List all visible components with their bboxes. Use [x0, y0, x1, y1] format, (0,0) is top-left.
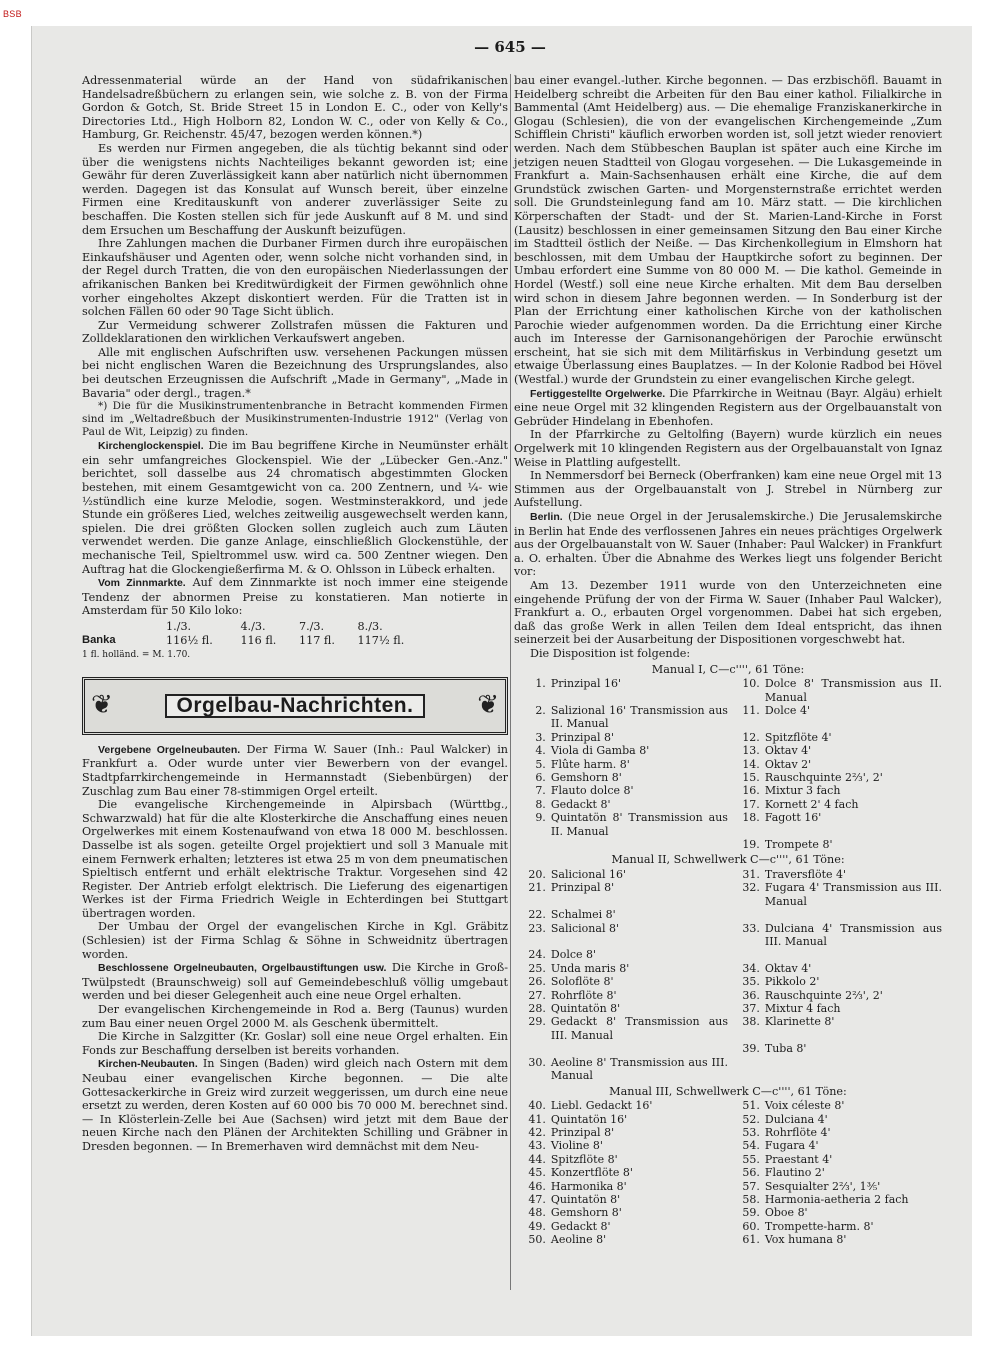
manual-1-title: Manual I, C—c'''', 61 Töne:	[651, 662, 805, 676]
stop-number: 55.	[742, 1152, 760, 1166]
ornament-left-icon: ❦	[91, 689, 113, 720]
stop-number: 53.	[742, 1125, 760, 1139]
runin-heading: Kirchenglockenspiel.	[98, 440, 204, 453]
stop-number: 51.	[742, 1099, 760, 1113]
stop-number: 44.	[528, 1152, 546, 1166]
stop-number: 29.	[528, 1015, 546, 1029]
stop-name: Dolce 8'	[550, 948, 597, 962]
paragraph	[514, 74, 942, 387]
price-date: 4./3.	[240, 619, 266, 633]
left-paragraphs	[82, 74, 508, 400]
stop-number	[728, 1056, 765, 1083]
stop-name	[765, 948, 942, 961]
stop-number: 11.	[742, 703, 760, 717]
stop-row	[514, 1193, 942, 1206]
paragraph-text: (Die neue Orgel in der Jerusalemskirche.) Die Jerusalemskirche in Berlin hat Ende des verflossenen Jahres ein neues prächtiges Orgelwerk aus der Orgelbauanstalt von W. Sauer (Inhaber: Paul Walcker) in Frankfurt a. O. erhalten. Über die Abnahme des Werkes liegt uns folgender Bericht vor:	[514, 510, 943, 579]
stop-name: Oktav 4'	[764, 744, 812, 758]
paragraph	[514, 579, 942, 647]
stop-name: Spitzflöte 8'	[550, 1152, 618, 1166]
stop-row	[514, 989, 942, 1002]
stop-number: 24.	[528, 948, 546, 962]
stop-number: 58.	[742, 1192, 760, 1206]
stop-name: Oboe 8'	[764, 1206, 808, 1220]
page-number: — 645 —	[474, 38, 546, 56]
paragraph-text: Der evangelischen Kirchengemeinde in Rod a. Berg (Taunus) wurden zum Bau einer neuen Orgel 2000 M. als Geschenk übermittelt.	[82, 1003, 508, 1030]
stop-number	[728, 908, 765, 921]
price-date: 1./3.	[166, 619, 192, 633]
stop-number: 47.	[528, 1192, 546, 1206]
stop-number: 56.	[742, 1166, 760, 1180]
stop-number: 32.	[742, 881, 760, 895]
stop-number: 17.	[742, 797, 760, 811]
stop-number: 59.	[742, 1206, 760, 1220]
stop-row	[514, 771, 942, 784]
footnote: *) Die für die Musikinstrumentenbranche in Betracht kommenden Firmen sind im „Weltadreßbuch der Musikinstrumenten-Industrie 1912" (Verlag von Paul de Wit, Leipzig) zu finden.	[82, 400, 508, 439]
stop-number: 46.	[528, 1179, 546, 1193]
stop-row	[514, 1056, 942, 1083]
stop-number: 19.	[742, 838, 760, 851]
stop-name: Violine 8'	[550, 1139, 603, 1153]
stop-number: 27.	[528, 988, 546, 1002]
stop-name: Rauschquinte 2⅔', 2'	[764, 988, 883, 1002]
stop-number	[514, 838, 551, 851]
stop-name: Gedackt 8'	[550, 797, 611, 811]
stop-name: Liebl. Gedackt 16'	[550, 1099, 653, 1113]
stop-number: 26.	[528, 975, 546, 989]
paragraph	[82, 743, 508, 798]
stop-number: 35.	[742, 975, 760, 989]
stop-number: 30.	[528, 1055, 546, 1069]
stop-row	[514, 731, 942, 744]
paragraph	[514, 428, 942, 469]
paragraph	[82, 798, 508, 920]
stop-number: 50.	[528, 1233, 546, 1247]
paragraph	[82, 74, 508, 142]
stop-number: 28.	[528, 1002, 546, 1016]
stop-name: Gemshorn 8'	[550, 770, 622, 784]
section-title: Orgelbau-Nachrichten.	[165, 694, 426, 718]
paragraph-text: In Singen (Baden) wird gleich nach Ostern mit dem Neubau einer evangelischen Kirche begonnen. — Die alte Gottesackerkirche in Greiz wird zurzeit weggerissen, um durch eine neue ersetzt zu werden, deren Kosten auf 60 000 bis 70 000 M. berechnet sind. — In Klösterlein-Zelle bei Aue (Sachsen) wird jetzt mit dem Baue der neuen Kirche nach den Plänen der Architekten Schilling und Gräbner in Dresden begonnen. — In Bremerhaven wird demnächst mit dem Neu-	[82, 1057, 508, 1153]
stop-name: Gedackt 8' Transmission aus III. Manual	[550, 1015, 728, 1042]
stop-row	[514, 704, 942, 731]
stop-row	[514, 1166, 942, 1179]
stop-row	[514, 1206, 942, 1219]
stop-name: Flautino 2'	[764, 1166, 825, 1180]
stop-number: 61.	[742, 1233, 760, 1247]
stop-name: Quintatön 8'	[550, 1192, 621, 1206]
section-banner	[82, 677, 508, 735]
stop-number: 33.	[742, 921, 760, 935]
stop-row	[514, 784, 942, 797]
stop-name: Aeoline 8'	[550, 1233, 607, 1247]
stop-number: 48.	[528, 1206, 546, 1220]
manual-3-title: Manual III, Schwellwerk C—c'''', 61 Töne:	[609, 1084, 847, 1098]
zinn-paragraph	[82, 576, 508, 618]
paragraph-text: Der Umbau der Orgel der evangelischen Kirche in Kgl. Gräbitz (Schlesien) ist der Firma Schlag & Söhne in Schweidnitz übertragen worden.	[82, 920, 508, 961]
stop-name: Traversflöte 4'	[764, 868, 847, 881]
stop-number: 21.	[528, 881, 546, 895]
stop-row	[514, 881, 942, 908]
stop-row	[514, 838, 942, 851]
stop-row	[514, 1233, 942, 1246]
paragraph-text: Die Kirche in Groß-Twülpstedt (Braunschweig) soll auf Gemeindebeschluß völlig umgebaut werden und bei dieser Gelegenheit auch eine neue Orgel erhalten.	[82, 961, 508, 1003]
stop-number: 60.	[742, 1219, 760, 1233]
paragraph-text: bau einer evangel.-luther. Kirche begonnen. — Das erzbischöfl. Bauamt in Heidelberg schreibt die Arbeiten für den Bau einer kathol. Filialkirche in Bammental (Amt Heidelberg) aus. — Die ehemalige Franziskanerkirche in Glogau (Schlesien), die von der evangelischen Kirchengemeinde „Zum Schifflein Christi" käuflich erworben worden ist, soll jetzt wieder renoviert werden. Nach dem Stübbeschen Bauplan ist später auch eine Kirche im jetzigen neuen Stadtteil von Glogau vorgesehen. — Die Lukasgemeinde in Frankfurt a. Main-Sachsenhausen erhält eine Kirche, die auf dem Grundstück zwischen Garten- und Morgensternstraße errichtet werden soll. Die Grundsteinlegung fand am 10. März statt. — Die kirchlichen Körperschaften der Stadt- und der St. Marien-Land-Kirche in Forst (Lausitz) beschlossen in einer gemeinsamen Sitzung den Bau einer Kirche im Stadtteil östlich der Neiße. — Das Kirchenkollegium in Elmshorn hat beschlossen, mit dem Umbau der Hauptkirche sofort zu beginnen. Der Umbau erfordert eine Summe von 80 000 M. — Die kathol. Gemeinde in Hordel (Westf.) soll eine neue Kirche erhalten. Mit dem Bau derselben wird schon in diesem Jahre begonnen werden. — In Sonderburg ist der Plan der Errichtung einer katholischen Kirche von der katholischen Parochie wieder aufgenommen worden. Da die Errichtung einer Kirche auch im Interesse der Garnisonangehörigen der Parochie erwünscht erscheint, hat sie sich mit dem Militärfiskus in Verbindung gesetzt um etwaige Überlassung eines Bauplatzes. — In der Kolonie Radbod bei Hövel (Westfal.) wurde der Grundstein zu einer evangelischen Kirche gelegt.	[514, 74, 942, 387]
runin-heading: Fertiggestellte Orgelwerke.	[530, 387, 666, 400]
paragraph	[82, 319, 508, 346]
stop-number	[514, 1042, 551, 1055]
stop-name: Klarinette 8'	[764, 1015, 835, 1029]
paragraph	[514, 510, 942, 579]
price-table	[82, 620, 432, 647]
stop-number: 23.	[528, 921, 546, 935]
paragraph-text: Zur Vermeidung schwerer Zollstrafen müssen die Fakturen und Zolldeklarationen den wirklichen Verkaufswert angeben.	[82, 318, 508, 346]
paragraph	[82, 142, 508, 237]
stop-number: 7.	[535, 784, 546, 798]
price-value: 116 fl.	[240, 633, 277, 647]
paragraph-text: Am 13. Dezember 1911 wurde von den Unterzeichneten eine eingehende Prüfung der von der Firma W. Sauer (Inhaber Paul Walcker), Frankfurt a. O., erbauten Orgel vorgenommen. Dabei hat sich ergeben, daß das große Werk in allen Teilen dem Ideal entspricht, das ihnen seinerzeit bei der Ausarbeitung der Dispositionen vorgeschwebt hat.	[514, 578, 942, 647]
stop-name: Oktav 4'	[764, 961, 812, 975]
stop-number: 16.	[742, 784, 760, 798]
paragraph	[82, 920, 508, 961]
stop-row	[514, 1042, 942, 1055]
runin-heading: Vergebene Orgelneubauten.	[98, 743, 241, 756]
paragraph	[82, 961, 508, 1003]
stop-number: 1.	[535, 677, 546, 691]
stop-name: Konzertflöte 8'	[550, 1166, 633, 1180]
stop-name: Trompete 8'	[764, 838, 833, 851]
stop-name	[551, 1042, 728, 1055]
stop-number: 4.	[535, 744, 546, 758]
paragraph	[514, 469, 942, 510]
stop-name: Dulciana 4' Transmission aus III. Manual	[764, 921, 942, 949]
stop-name: Salizional 16' Transmission aus II. Manual	[550, 703, 728, 731]
stop-name: Salicional 8'	[550, 921, 619, 935]
stop-name: Viola di Gamba 8'	[550, 744, 650, 758]
stop-name: Spitzflöte 4'	[764, 730, 832, 744]
stop-number: 42.	[528, 1125, 546, 1139]
stop-row	[514, 677, 942, 704]
library-mark: BSB	[3, 9, 22, 19]
stop-row	[514, 1220, 942, 1233]
stop-number: 3.	[535, 730, 546, 744]
column-divider	[510, 74, 511, 1290]
stop-name: Trompette-harm. 8'	[764, 1219, 874, 1233]
stop-number: 15.	[742, 770, 760, 784]
ornament-right-icon: ❦	[477, 689, 499, 720]
stop-number: 18.	[742, 811, 760, 825]
manual-2-stop-list	[514, 868, 942, 1083]
stop-number: 5.	[535, 757, 546, 771]
stop-name: Quintatön 8'	[550, 1002, 621, 1016]
stop-number: 22.	[528, 908, 546, 922]
paragraph-text: Es werden nur Firmen angegeben, die als tüchtig bekannt sind oder über die wenigstens nichts Nachteiliges bekannt geworden ist; eine Gewähr für deren Zuverlässigkeit kann aber natürlich nicht übernommen werden. Dagegen ist das Konsulat auf Wunsch bereit, über einzelne Firmen eine Kreditauskunft von anderer zuverlässiger Seite zu beschaffen. Die Kosten stellen sich für jede Auskunft auf 8 M. und sind dem Ersuchen um Beschaffung der Auskunft beizufügen.	[82, 141, 508, 237]
stop-number: 43.	[528, 1139, 546, 1153]
paragraph-text: Ihre Zahlungen machen die Durbaner Firmen durch ihre europäischen Einkaufshäuser und Agenten oder, wenn solche nicht vorhanden sind, in der Regel durch Tratten, die von den europäischen Niederlassungen der afrikanischen Banken bei Kreditwürdigkeit der Firmen gewöhnlich ohne vorher eingeholtes Akzept diskontiert werden. Für die Tratten ist in solchen Fällen 60 oder 90 Tage Sicht üblich.	[82, 237, 508, 319]
stop-number: 39.	[742, 1042, 760, 1056]
paragraph	[82, 1057, 508, 1153]
stop-name: Dolce 8' Transmission aus II. Manual	[764, 677, 942, 704]
stop-number	[728, 948, 765, 961]
stop-name: Fugara 4' Transmission aus III. Manual	[764, 881, 942, 908]
stop-name: Mixtur 4 fach	[764, 1002, 841, 1016]
news-paragraphs	[82, 743, 508, 1154]
right-paragraphs	[514, 74, 942, 661]
stop-number: 38.	[742, 1015, 760, 1029]
stop-name: Praestant 4'	[764, 1152, 833, 1166]
price-value: 116½ fl.	[166, 633, 213, 647]
stop-number: 40.	[528, 1099, 546, 1113]
stop-row	[514, 1180, 942, 1193]
price-date: 8./3.	[357, 619, 383, 633]
price-value: 117½ fl.	[357, 633, 405, 647]
stop-row	[514, 1002, 942, 1015]
stop-name: Dulciana 4'	[764, 1112, 828, 1126]
stop-row	[514, 922, 942, 949]
stop-name: Prinzipal 8'	[550, 1125, 615, 1139]
stop-name: Sesquialter 2⅔', 1⅗'	[764, 1179, 881, 1193]
stop-name: Unda maris 8'	[550, 961, 630, 975]
stop-name	[765, 908, 942, 921]
stop-number: 20.	[528, 868, 546, 881]
stop-number: 25.	[528, 961, 546, 975]
stop-row	[514, 798, 942, 811]
paragraph-text: In der Pfarrkirche zu Geltolfing (Bayern) wurde kürzlich ein neues Orgelwerk mit 10 klingenden Registern aus der Orgelbauanstalt von Ignaz Weise in Plattling aufgestellt.	[514, 428, 942, 469]
currency-note: 1 fl. holländ. = M. 1.70.	[82, 650, 191, 661]
stop-name: Dolce 4'	[764, 703, 810, 717]
stop-row	[514, 975, 942, 988]
paragraph-text: Der Firma W. Sauer (Inh.: Paul Walcker) in Frankfurt a. Oder wurde unter vier Bewerbern von der evangel. Stadtpfarrkirchengemeinde in Hermannstadt (Siebenbürgen) der Zuschlag zum Bau einer 78-stimmigen Orgel erteilt.	[82, 742, 509, 798]
stop-row	[514, 1015, 942, 1042]
price-label: Banka	[82, 633, 116, 646]
stop-number: 6.	[535, 770, 546, 784]
stop-number: 49.	[528, 1219, 546, 1233]
stop-name: Kornett 2' 4 fach	[764, 797, 859, 811]
stop-name	[765, 1056, 942, 1083]
stop-row	[514, 1099, 942, 1112]
paragraph-text: Die evangelische Kirchengemeinde in Alpirsbach (Württbg., Schwarzwald) hat für die alte Klosterkirche die Anschaffung eines neuen Orgelwerkes mit einem Kostenaufwand von etwa 18 000 M. beschlossen. Dasselbe ist als sogen. geteilte Orgel projektiert und soll 3 Manuale mit einem Fernwerk erhalten; letzteres ist etwa 25 m von dem pneumatischen Spieltisch entfernt und erhält elektrische Traktur. Vorgesehen sind 42 Register. Der Antrieb erfolgt elektrisch. Die Lieferung des eigenartigen Werkes ist der Firma Friedrich Weigle in Echterdingen bei Stuttgart übertragen worden.	[82, 798, 508, 920]
stop-name: Soloflöte 8'	[550, 975, 614, 989]
stop-number: 45.	[528, 1166, 546, 1180]
stop-name	[551, 838, 728, 851]
stop-row	[514, 908, 942, 921]
stop-name: Fagott 16'	[764, 811, 822, 825]
stop-number: 52.	[742, 1112, 760, 1126]
price-dates-row	[82, 620, 432, 634]
paragraph-text: Die Kirche in Salzgitter (Kr. Goslar) soll eine neue Orgel erhalten. Ein Fonds zur Beschaffung derselben ist bereits vorhanden.	[82, 1030, 508, 1057]
stop-name: Rohrflöte 8'	[550, 988, 617, 1002]
paragraph-text: Adressenmaterial würde an der Hand von südafrikanischen Handelsadreßbüchern zu erlangen sein, wie solche z. B. von der Firma Gordon & Gotch, St. Bride Street 15 in London E. C., oder von Kelly's Directories Ltd., High Holborn 82, London W. C., oder von Kelly & Co., Hamburg, Gr. Reichenstr. 45/47, bezogen werden können.*)	[82, 74, 508, 142]
manual-2-title: Manual II, Schwellwerk C—c'''', 61 Töne:	[611, 853, 845, 867]
runin-heading: Kirchen-Neubauten.	[98, 1058, 198, 1071]
stop-name: Harmonia-aetheria 2 fach	[764, 1192, 909, 1206]
stop-name: Voix céleste 8'	[764, 1099, 845, 1113]
stop-name: Rauschquinte 2⅔', 2'	[764, 770, 883, 784]
stop-name: Prinzipal 8'	[550, 881, 615, 895]
paragraph-text: Auf dem Zinnmarkte ist noch immer eine steigende Tendenz der abnormen Preise zu konstatieren. Man notierte in Amsterdam für 50 Kilo loko:	[82, 576, 508, 618]
stop-name: Aeoline 8' Transmission aus III. Manual	[550, 1055, 728, 1083]
stop-row	[514, 962, 942, 975]
stop-row	[514, 1126, 942, 1139]
stop-number: 34.	[742, 961, 760, 975]
stop-row	[514, 758, 942, 771]
stop-number: 12.	[742, 730, 760, 744]
stop-name: Prinzipal 16'	[550, 677, 622, 691]
stop-name: Flûte harm. 8'	[550, 757, 630, 771]
stop-name: Mixtur 3 fach	[764, 784, 841, 798]
stop-number: 57.	[742, 1179, 760, 1193]
paragraph-text: Alle mit englischen Aufschriften usw. versehenen Packungen müssen bei nicht englischen Waren die Bezeichnung des Ursprungslandes, also bei deutschen Erzeugnissen die Aufschrift „Made in Germany", „Made in Bavaria" oder dergl., tragen.*	[82, 345, 508, 400]
price-values-row	[82, 634, 432, 648]
paragraph	[514, 387, 942, 429]
stop-number: 10.	[742, 677, 760, 691]
stop-name: Pikkolo 2'	[764, 975, 820, 989]
stop-name: Quintatön 8' Transmission aus II. Manual	[550, 811, 728, 838]
stop-number: 31.	[742, 868, 760, 881]
stop-number: 54.	[742, 1139, 760, 1153]
stop-number: 2.	[535, 703, 546, 717]
right-column	[514, 74, 942, 1247]
stop-row	[514, 1113, 942, 1126]
stop-name: Quintatön 16'	[550, 1112, 628, 1126]
runin-heading: Berlin.	[530, 511, 563, 523]
runin-heading: Vom Zinnmarkte.	[98, 577, 186, 590]
manual-3-stop-list	[514, 1099, 942, 1246]
paragraph-text: Die im Bau begriffene Kirche in Neumünster erhält ein sehr umfangreiches Glockenspiel. Wie der „Lübecker Gen.-Anz." berichtet, soll dasselbe aus 24 chromatisch abgestimmten Glocken bestehen, mit einem Gesamtgewicht von ca. 200 Zentnern, und ¼- wie ½stündlich eine kurze Melodie, sogen. Westminsterakkord, und jede Stunde ein größeres Lied, welches zeitweilig ausgewechselt werden kann, spielen. Die drei größten Glocken sollen zugleich auch zum Läuten verwendet werden. Die ganze Anlage, einschließlich Glockenstühle, der mechanische Teil, Spieltrommel usw. wird ca. 500 Zentner wiegen. Den Auftrag hat die Glockengießerfirma M. & O. Ohlsson in Lübeck erhalten.	[82, 439, 508, 576]
stop-number: 9.	[535, 811, 546, 825]
paragraph	[514, 647, 942, 661]
paragraph	[82, 237, 508, 319]
stop-row	[514, 1153, 942, 1166]
stop-row	[514, 811, 942, 838]
stop-name: Oktav 2'	[764, 757, 812, 771]
price-value: 117 fl.	[298, 633, 335, 647]
left-column	[82, 74, 508, 1154]
paragraph	[82, 1030, 508, 1057]
stop-name: Fugara 4'	[764, 1139, 819, 1153]
stop-number: 41.	[528, 1112, 546, 1126]
stop-name: Gedackt 8'	[550, 1219, 611, 1233]
stop-name: Tuba 8'	[764, 1042, 807, 1056]
stop-row	[514, 948, 942, 961]
stop-number: 36.	[742, 988, 760, 1002]
paragraph-text: Die Disposition ist folgende:	[530, 646, 691, 660]
stop-name: Prinzipal 8'	[550, 730, 615, 744]
stop-number: 8.	[535, 797, 546, 811]
stop-number: 14.	[742, 757, 760, 771]
stop-name: Harmonika 8'	[550, 1179, 627, 1193]
glocken-paragraph	[82, 439, 508, 576]
stop-number: 37.	[742, 1002, 760, 1016]
stop-name: Vox humana 8'	[764, 1233, 847, 1247]
paragraph-text: Die Pfarrkirche in Weitnau (Bayr. Algäu) erhielt eine neue Orgel mit 32 klingenden Registern aus der Orgelbauanstalt von Gebrüder Hindelang in Ebenhofen.	[514, 386, 942, 428]
stop-number: 13.	[742, 744, 760, 758]
stop-name: Rohrflöte 4'	[764, 1125, 831, 1139]
stop-name: Schalmei 8'	[550, 908, 616, 922]
stop-name: Gemshorn 8'	[550, 1206, 622, 1220]
stop-name: Flauto dolce 8'	[550, 784, 634, 798]
stop-row	[514, 744, 942, 757]
runin-heading: Beschlossene Orgelneubauten, Orgelbaustiftungen usw.	[98, 962, 387, 975]
paragraph	[82, 1003, 508, 1030]
manual-1-stop-list	[514, 677, 942, 851]
stop-row	[514, 1139, 942, 1152]
stop-row	[514, 868, 942, 881]
paragraph	[82, 346, 508, 400]
price-date: 7./3.	[298, 619, 325, 633]
paragraph-text: In Nemmersdorf bei Berneck (Oberfranken) kam eine neue Orgel mit 13 Stimmen aus der Orgelbauanstalt von J. Strebel in Nürnberg zur Aufstellung.	[514, 469, 942, 510]
stop-name: Salicional 16'	[550, 868, 626, 881]
